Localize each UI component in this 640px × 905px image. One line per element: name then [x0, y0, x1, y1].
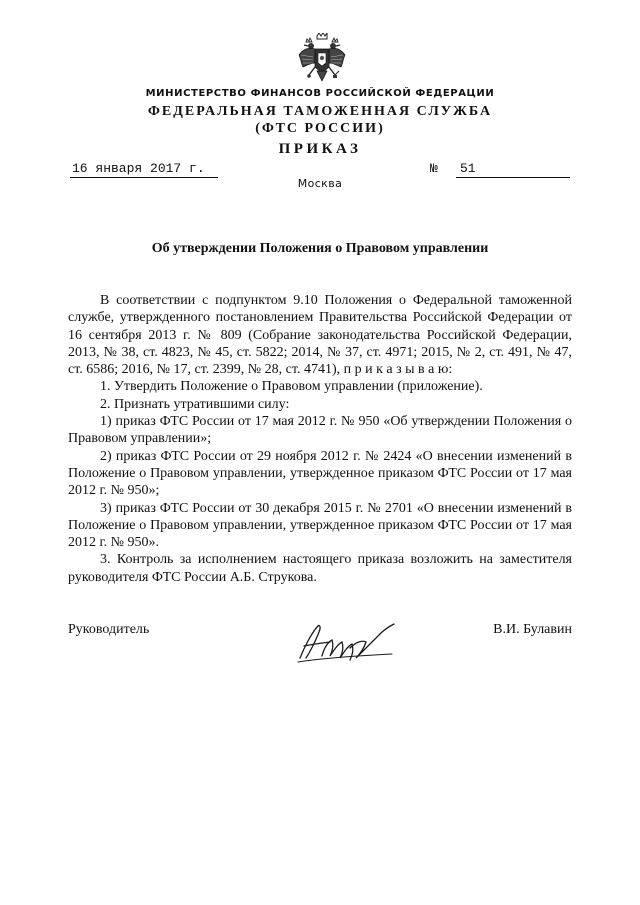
- clause-2-item-2: 2) приказ ФТС России от 29 ноября 2012 г. № 2424 «О внесении изменений в Положение о Правовом управлении, утвержденное приказом ФТС России от 17 мая 2012 г. № 950»;: [68, 448, 572, 499]
- order-date: 16 января 2017 г.: [70, 161, 218, 178]
- clause-1: 1. Утвердить Положение о Правовом управлении (приложение).: [100, 379, 483, 395]
- city: Москва: [297, 177, 343, 190]
- document-title: Об утверждении Положения о Правовом управлении: [151, 241, 489, 256]
- number-sign: №: [430, 161, 438, 176]
- clause-2-item-3: 3) приказ ФТС России от 30 декабря 2015 г. № 2701 «О внесении изменений в Положение о Правовом управлении, утвержденное приказом ФТС России от 17 мая 2012 г. № 950».: [68, 500, 572, 551]
- coat-of-arms-icon: [297, 33, 347, 85]
- service-name: ФЕДЕРАЛЬНАЯ ТАМОЖЕННАЯ СЛУЖБА: [147, 104, 493, 119]
- signature-image: [294, 618, 398, 664]
- order-number: 51: [456, 161, 570, 178]
- clause-2: 2. Признать утратившими силу:: [100, 396, 290, 412]
- order-number-field: [430, 161, 570, 178]
- signer-title: Руководитель: [68, 622, 150, 637]
- document-type: ПРИКАЗ: [278, 141, 362, 157]
- signer-name: В.И. Булавин: [493, 622, 572, 637]
- clause-3: 3. Контроль за исполнением настоящего приказа возложить на заместителя руководителя ФТС России А.Б. Струкова.: [68, 552, 572, 585]
- ministry-name: МИНИСТЕРСТВО ФИНАНСОВ РОССИЙСКОЙ ФЕДЕРАЦИИ: [145, 88, 495, 99]
- document-body: [68, 292, 572, 586]
- preamble-paragraph: В соответствии с подпунктом 9.10 Положения о Федеральной таможенной службе, утвержденного постановлением Правительства Российской Федерации от 16 сентября 2013 г. № 809 (Собрание законодательства Российской Федерации, 2013, № 38, ст. 4823, № 45, ст. 5822; 2014, № 37, ст. 4971; 2015, № 2, ст. 491, № 47, ст. 6586; 2016, № 17, ст. 2399, № 28, ст. 4741), п р и к а з ы в а ю:: [68, 293, 572, 378]
- clause-2-item-1: 1) приказ ФТС России от 17 мая 2012 г. № 950 «Об утверждении Положения о Правовом управлении»;: [68, 414, 572, 447]
- service-short-name: (ФТС РОССИИ): [255, 121, 385, 136]
